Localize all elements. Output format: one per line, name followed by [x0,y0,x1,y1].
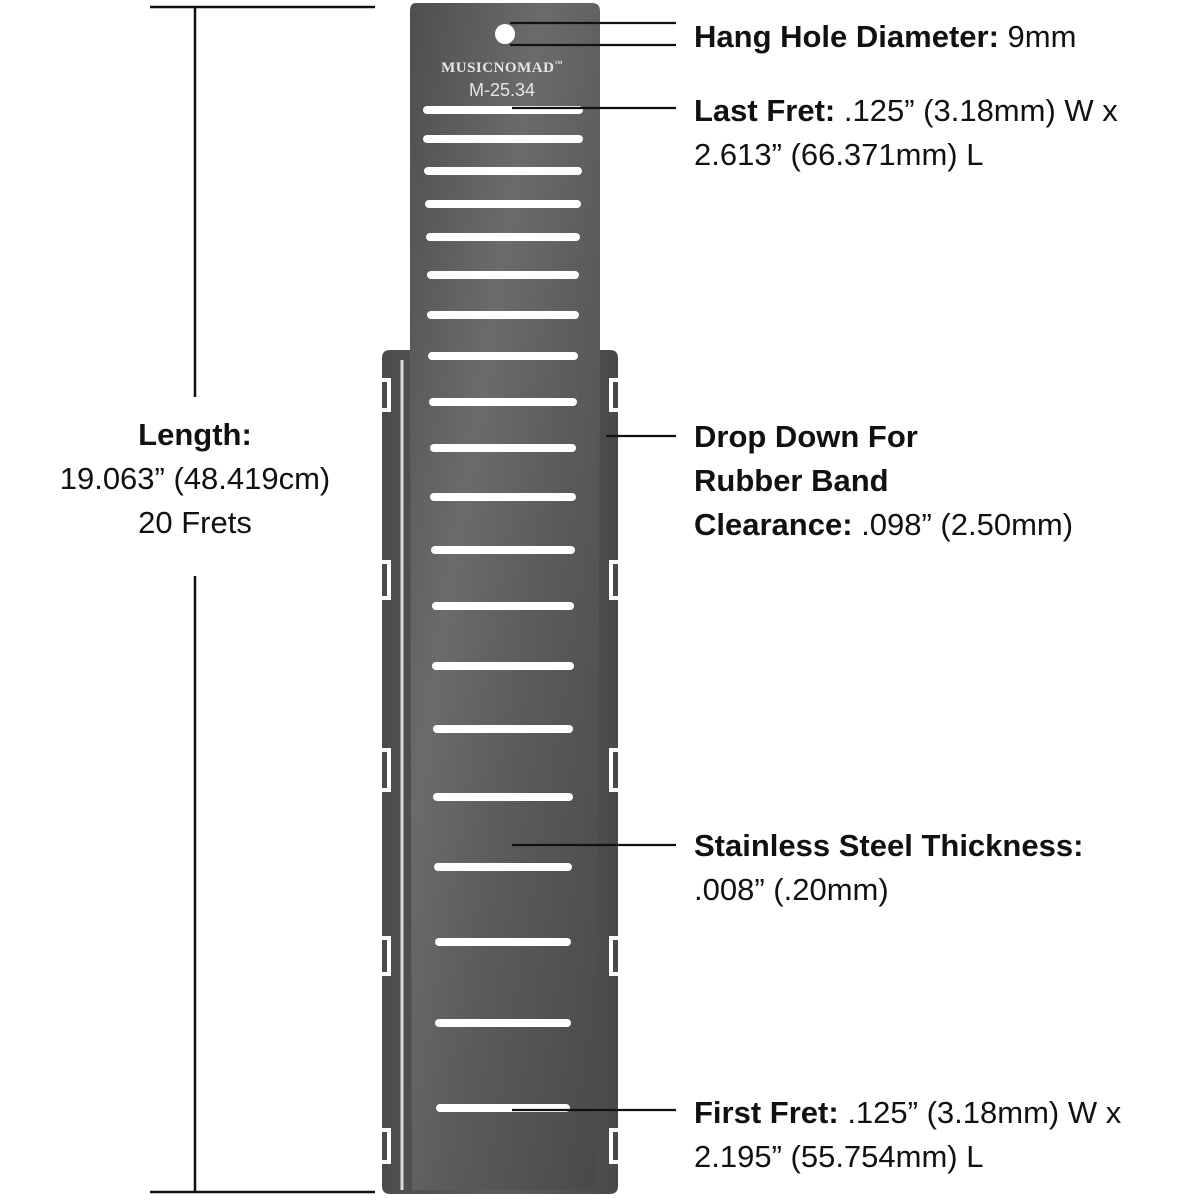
fret-slot [434,863,572,871]
brand-logo: MUSICNOMAD™ [441,59,563,76]
fret-template-plate [410,3,600,1190]
model-number: M-25.34 [468,80,536,100]
thickness-label: Stainless Steel Thickness: .008” (.20mm) [694,828,1084,907]
fret-slot [433,793,573,801]
last-fret-label: Last Fret: .125” (3.18mm) W x 2.613” (66.371mm) L [694,93,1118,172]
length-dimension [150,7,375,1192]
fret-slot [430,444,576,452]
fret-slot [427,271,579,279]
drop-down-label: Drop Down For Rubber Band Clearance: .098” (2.50mm) [694,419,1074,542]
fret-slot [432,602,574,610]
fret-slot [427,311,579,319]
fret-slot [424,167,582,175]
fret-slot [435,1019,571,1027]
hang-hole [495,24,515,44]
plate-body [410,3,600,1190]
first-fret-label: First Fret: .125” (3.18mm) W x 2.195” (55.754mm) L [694,1095,1122,1174]
fret-slot [432,662,574,670]
fret-slot [430,493,576,501]
fret-slot [431,546,575,554]
fret-slot [435,938,571,946]
fret-slot [426,233,580,241]
fret-slot [428,352,578,360]
length-label: Length: 19.063” (48.419cm) 20 Frets [59,417,331,540]
hang-hole-label: Hang Hole Diameter: 9mm [694,19,1077,54]
fret-slot [429,398,577,406]
fret-slot [423,135,583,143]
fret-slot [433,725,573,733]
fret-slot [425,200,581,208]
